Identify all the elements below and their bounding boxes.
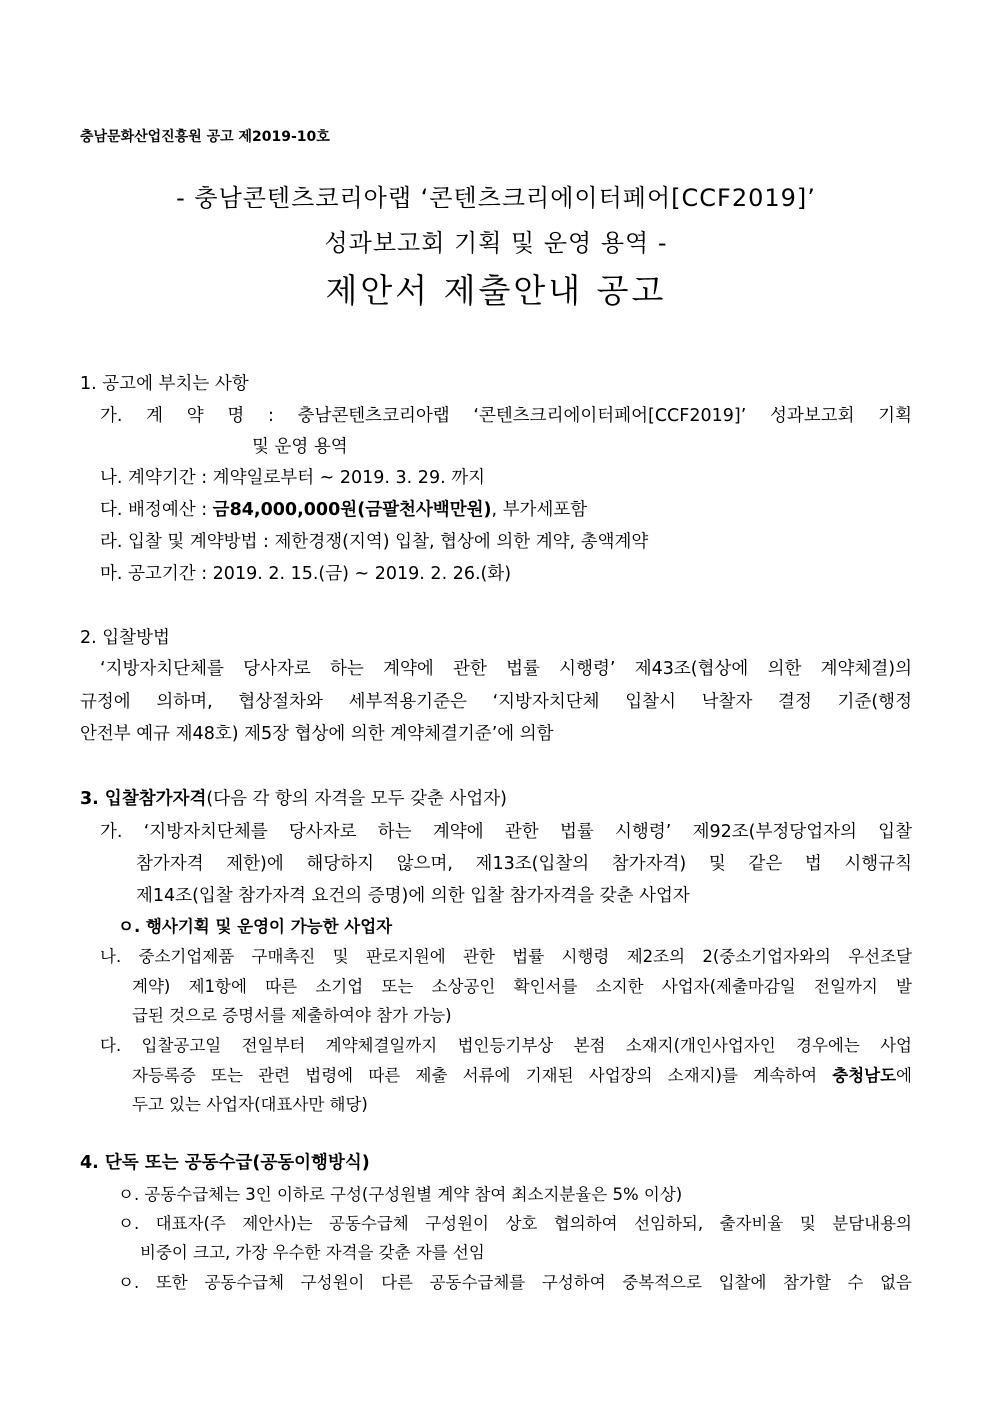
s3-item-c-line2-suffix: 에 [896, 1066, 912, 1085]
page-title: 제안서 제출안내 공고 [325, 271, 667, 310]
s3-item-c-line1: 다. 입찰공고일 전일부터 계약체결일까지 법인등기부상 본점 소재지(개인사업자인 경우에는 사업 [100, 1036, 912, 1055]
s3-item-a-line1: 가. ‘지방자치단체를 당사자로 하는 계약에 관한 법률 시행령’ 제92조(부정당업자의 입찰 [100, 822, 912, 842]
s4-item-b-line2: 비중이 크고, 가장 우수한 자격을 갖춘 자를 선임 [140, 1243, 485, 1262]
s3-item-b-line2: 계약) 제1항에 따른 소기업 또는 소상공인 확인서를 소지한 사업자(제출마감일 전일까지 발 [132, 977, 912, 996]
s4-item-a: ㅇ. 공동수급체는 3인 이하로 구성(구성원별 계약 참여 최소지분율은 5% 이상) [118, 1185, 683, 1204]
section-1-heading: 1. 공고에 부치는 사항 [80, 374, 249, 394]
s1-item-c-suffix: , 부가세포함 [491, 500, 588, 520]
s3-item-c-line2-prefix: 자등록증 또는 관련 법령에 따른 제출 서류에 기재된 사업장의 소재지)를 계속하여 [132, 1066, 833, 1085]
title-line-1: - 충남콘텐츠코리아랩 ‘콘텐츠크리에이터페어[CCF2019]’ [176, 184, 816, 212]
s3-item-c-line2 [132, 1064, 912, 1088]
section-3-heading-rest: (다음 각 항의 자격을 모두 갖춘 사업자) [206, 789, 507, 809]
s4-item-c: ㅇ. 또한 공동수급체 구성원이 다른 공동수급체를 구성하여 중복적으로 입찰에 참가할 수 없음 [118, 1273, 912, 1292]
section-2-heading: 2. 입찰방법 [80, 628, 170, 648]
s1-item-d: 라. 입찰 및 계약방법 : 제한경쟁(지역) 입찰, 협상에 의한 계약, 총액계약 [100, 532, 649, 552]
s1-item-a-line1: 가. 계 약 명 : 충남콘텐츠코리아랩 ‘콘텐츠크리에이터페어[CCF2019]’ 성과보고회 기획 [100, 406, 912, 426]
notice-number: 충남문화산업진흥원 공고 제2019-10호 [80, 129, 330, 145]
s1-item-a-line2: 및 운영 용역 [252, 437, 348, 457]
region-name: 충청남도 [832, 1066, 897, 1085]
section-4-heading: 4. 단독 또는 공동수급(공동이행방식) [80, 1153, 370, 1173]
section-3-heading-bold: 3. 입찰참가자격 [80, 789, 207, 809]
s2-line-1: ‘지방자치단체를 당사자로 하는 계약에 관한 법률 시행령’ 제43조(협상에 의한 계약체결)의 [100, 659, 912, 679]
s3-item-a-line2: 참가자격 제한)에 해당하지 않으며, 제13조(입찰의 참가자격) 및 같은 법 시행규칙 [136, 854, 912, 874]
s1-item-b: 나. 계약기간 : 계약일로부터 ~ 2019. 3. 29. 까지 [100, 468, 486, 488]
s3-item-b-line3: 급된 것으로 증명서를 제출하여야 참가 가능) [132, 1006, 452, 1025]
s3-item-a-line3: 제14조(입찰 참가자격 요건의 증명)에 의한 입찰 참가자격을 갖춘 사업자 [136, 886, 690, 906]
s4-item-b-line1: ㅇ. 대표자(주 제안사)는 공동수급체 구성원이 상호 협의하여 선임하되, 출자비율 및 분담내용의 [118, 1214, 912, 1233]
title-line-2: 성과보고회 기획 및 운영 용역 - [324, 229, 668, 257]
s3-item-c-line3: 두고 있는 사업자(대표사만 해당) [132, 1095, 368, 1114]
budget-amount: 금84,000,000원(금팔천사백만원) [212, 500, 492, 520]
s3-item-b-line1: 나. 중소기업제품 구매촉진 및 판로지원에 관한 법률 시행령 제2조의 2(중소기업자와의 우선조달 [100, 947, 912, 966]
s2-line-3: 안전부 예규 제48호) 제5장 협상에 의한 계약체결기준’에 의함 [80, 724, 554, 744]
s1-item-c-prefix: 다. 배정예산 : [100, 500, 213, 520]
section-3-heading [80, 787, 507, 811]
s1-item-c [100, 498, 587, 522]
s3-item-a-bullet: ㅇ. 행사기획 및 운영이 가능한 사업자 [118, 917, 393, 936]
s2-line-2: 규정에 의하며, 협상절차와 세부적용기준은 ‘지방자치단체 입찰시 낙찰자 결정 기준(행정 [80, 692, 912, 712]
s1-item-e: 마. 공고기간 : 2019. 2. 15.(금) ~ 2019. 2. 26.(화) [100, 564, 512, 584]
